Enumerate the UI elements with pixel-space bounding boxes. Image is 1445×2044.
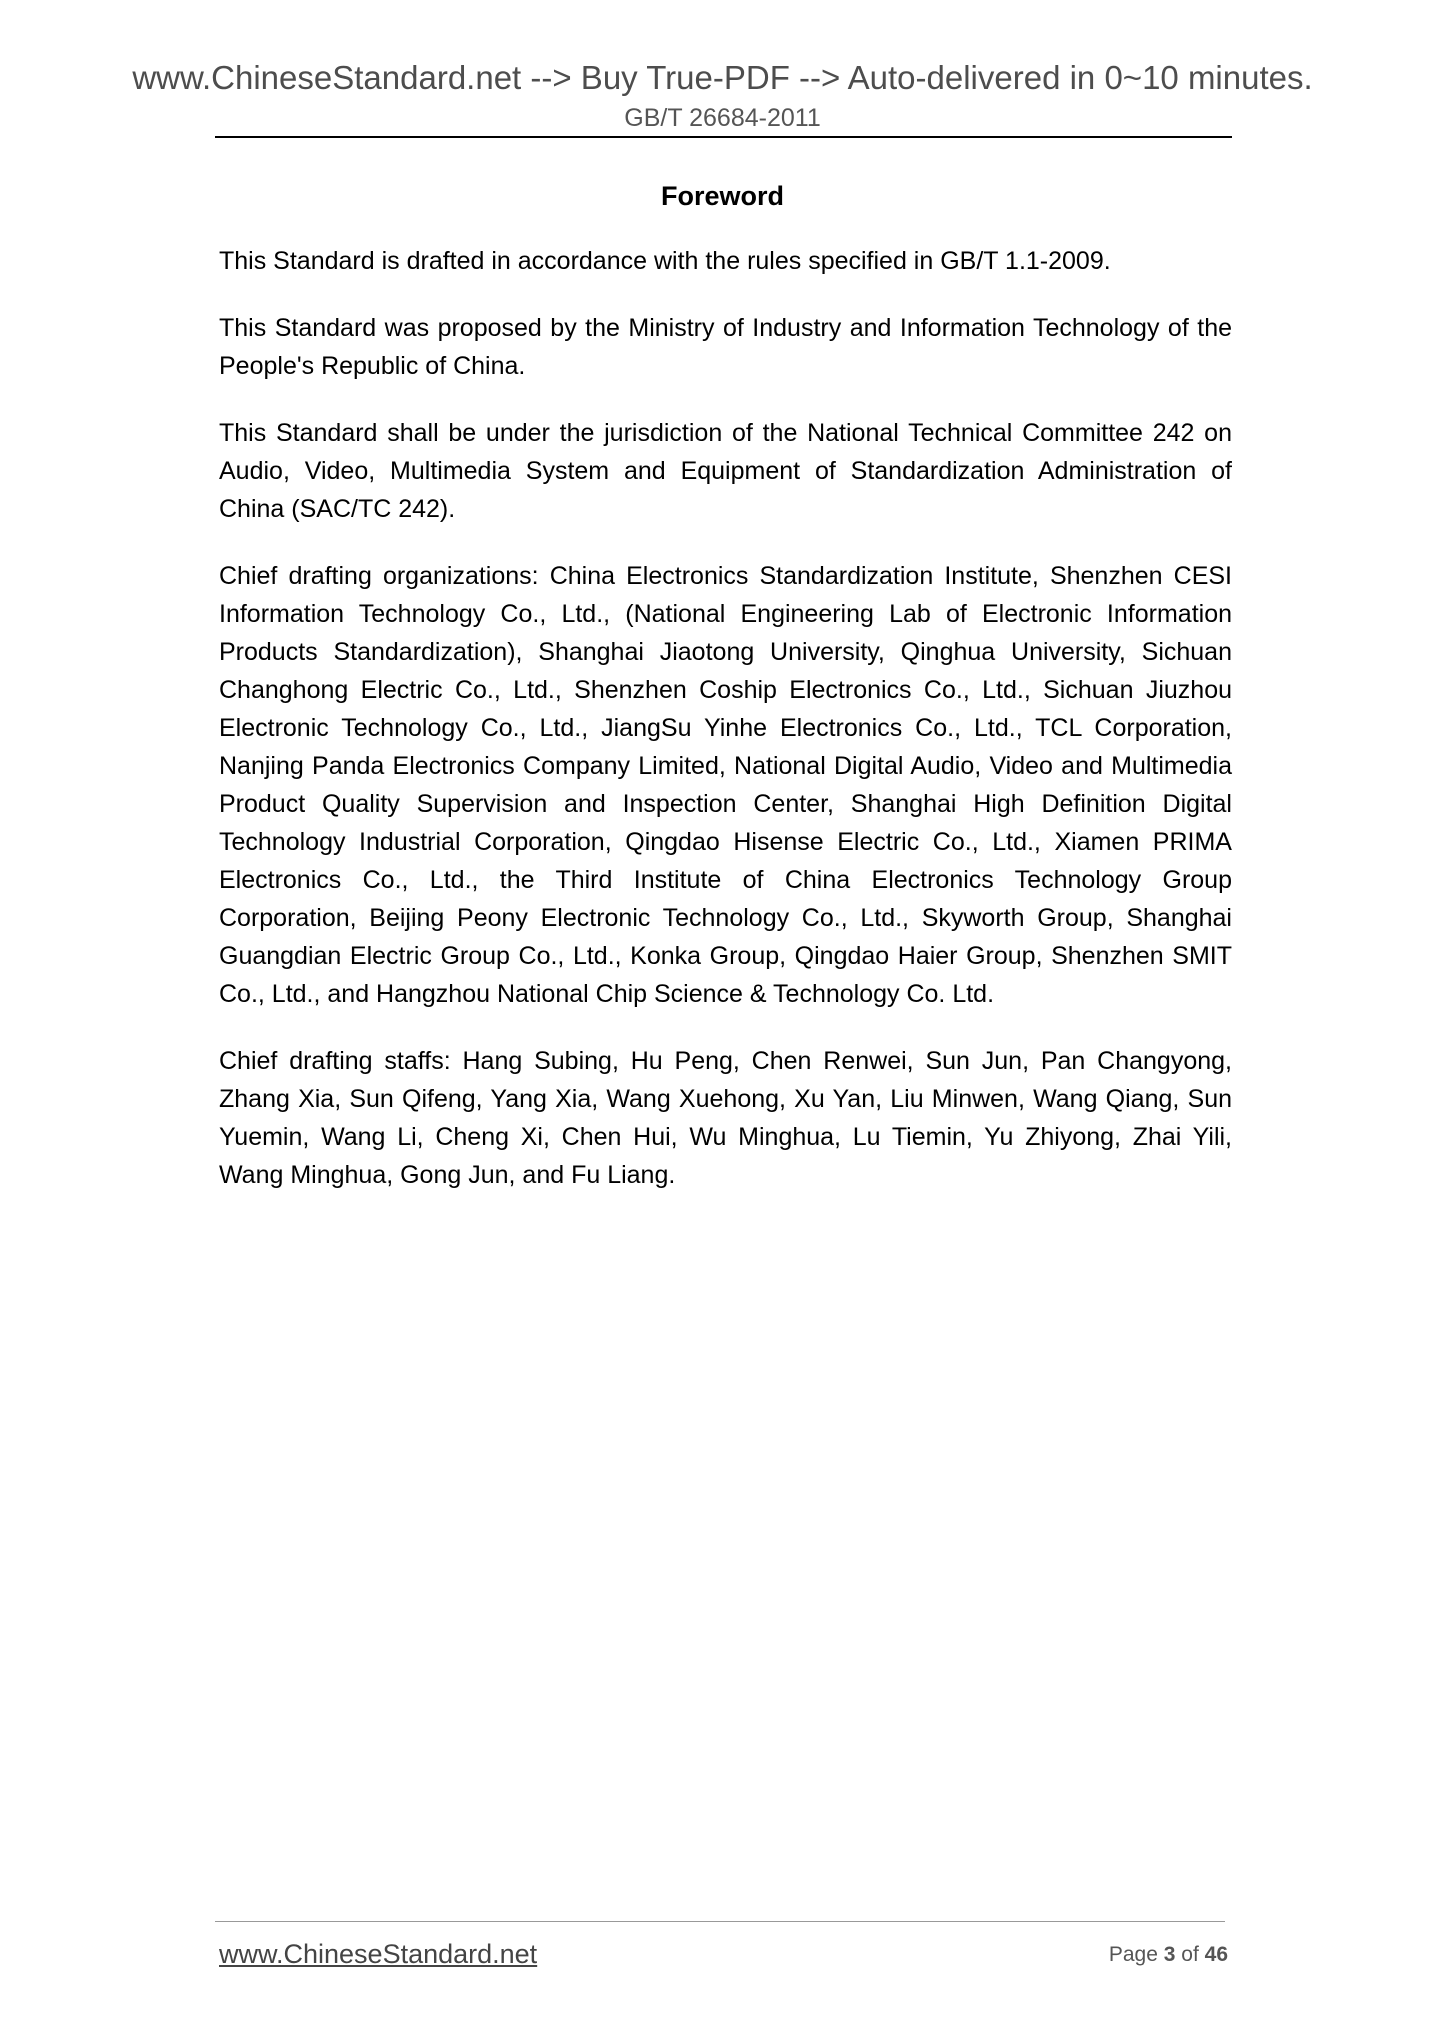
footer-website-link[interactable]: www.ChineseStandard.net — [219, 1939, 538, 1969]
top-banner[interactable]: www.ChineseStandard.net --> Buy True-PDF --> Auto-delivered in 0~10 minutes. — [132, 59, 1313, 96]
page-current: 3 — [1163, 1943, 1176, 1966]
paragraph-drafting-staffs: Chief drafting staffs: Hang Subing, Hu Peng, Chen Renwei, Sun Jun, Pan Changyong, Zhang Xia, Sun Qifeng, Yang Xia, Wang Xuehong, Xu Yan, Liu Minwen, Wang Qiang, Sun Yuemin, Wang Li, Cheng Xi, Chen Hui, Wu Minghua, Lu Tiemin, Yu Zhiyong, Zhai Yili, Wang Minghua, Gong Jun, and Fu Liang. — [219, 1047, 1232, 1189]
page-indicator — [1000, 1941, 1228, 1969]
page-total: 46 — [1204, 1943, 1228, 1966]
paragraph-drafting-rules: This Standard is drafted in accordance with the rules specified in GB/T 1.1-2009. — [219, 247, 1111, 275]
standard-code: GB/T 26684-2011 — [624, 104, 821, 132]
page-prefix: Page — [1108, 1943, 1158, 1966]
footer-divider — [215, 1921, 1225, 1922]
paragraph-drafting-organizations: Chief drafting organizations: China Electronics Standardization Institute, Shenzhen CESI Information Technology Co., Ltd., (National Engineering Lab of Electronic Information Products Standardization), Shanghai Jiaotong University, Qinghua University, Sichuan Changhong Electric Co., Ltd., Shenzhen Coship Electronics Co., Ltd., Sichuan Jiuzhou Electronic Technology Co., Ltd., JiangSu Yinhe Electronics Co., Ltd., TCL Corporation, Nanjing Panda Electronics Company Limited, National Digital Audio, Video and Multimedia Product Quality Supervision and Inspection Center, Shanghai High Definition Digital Technology Industrial Corporation, Qingdao Hisense Electric Co., Ltd., Xiamen PRIMA Electronics Co., Ltd., the Third Institute of China Electronics Technology Group Corporation, Beijing Peony Electronic Technology Co., Ltd., Skyworth Group, Shanghai Guangdian Electric Group Co., Ltd., Konka Group, Qingdao Haier Group, Shenzhen SMIT Co., Ltd., and Hangzhou National Chip Science & Technology Co. Ltd. — [219, 562, 1232, 1008]
document-body — [219, 242, 1232, 1223]
page-title: Foreword — [660, 181, 784, 211]
paragraph-jurisdiction: This Standard shall be under the jurisdiction of the National Technical Committee 242 on Audio, Video, Multimedia System and Equipment of Standardization Administration of China (SAC/TC 242). — [219, 419, 1232, 523]
header-divider — [215, 136, 1232, 138]
paragraph-proposed-by: This Standard was proposed by the Ministry of Industry and Information Technology of the People's Republic of China. — [219, 314, 1232, 380]
page-separator: of — [1181, 1943, 1199, 1966]
